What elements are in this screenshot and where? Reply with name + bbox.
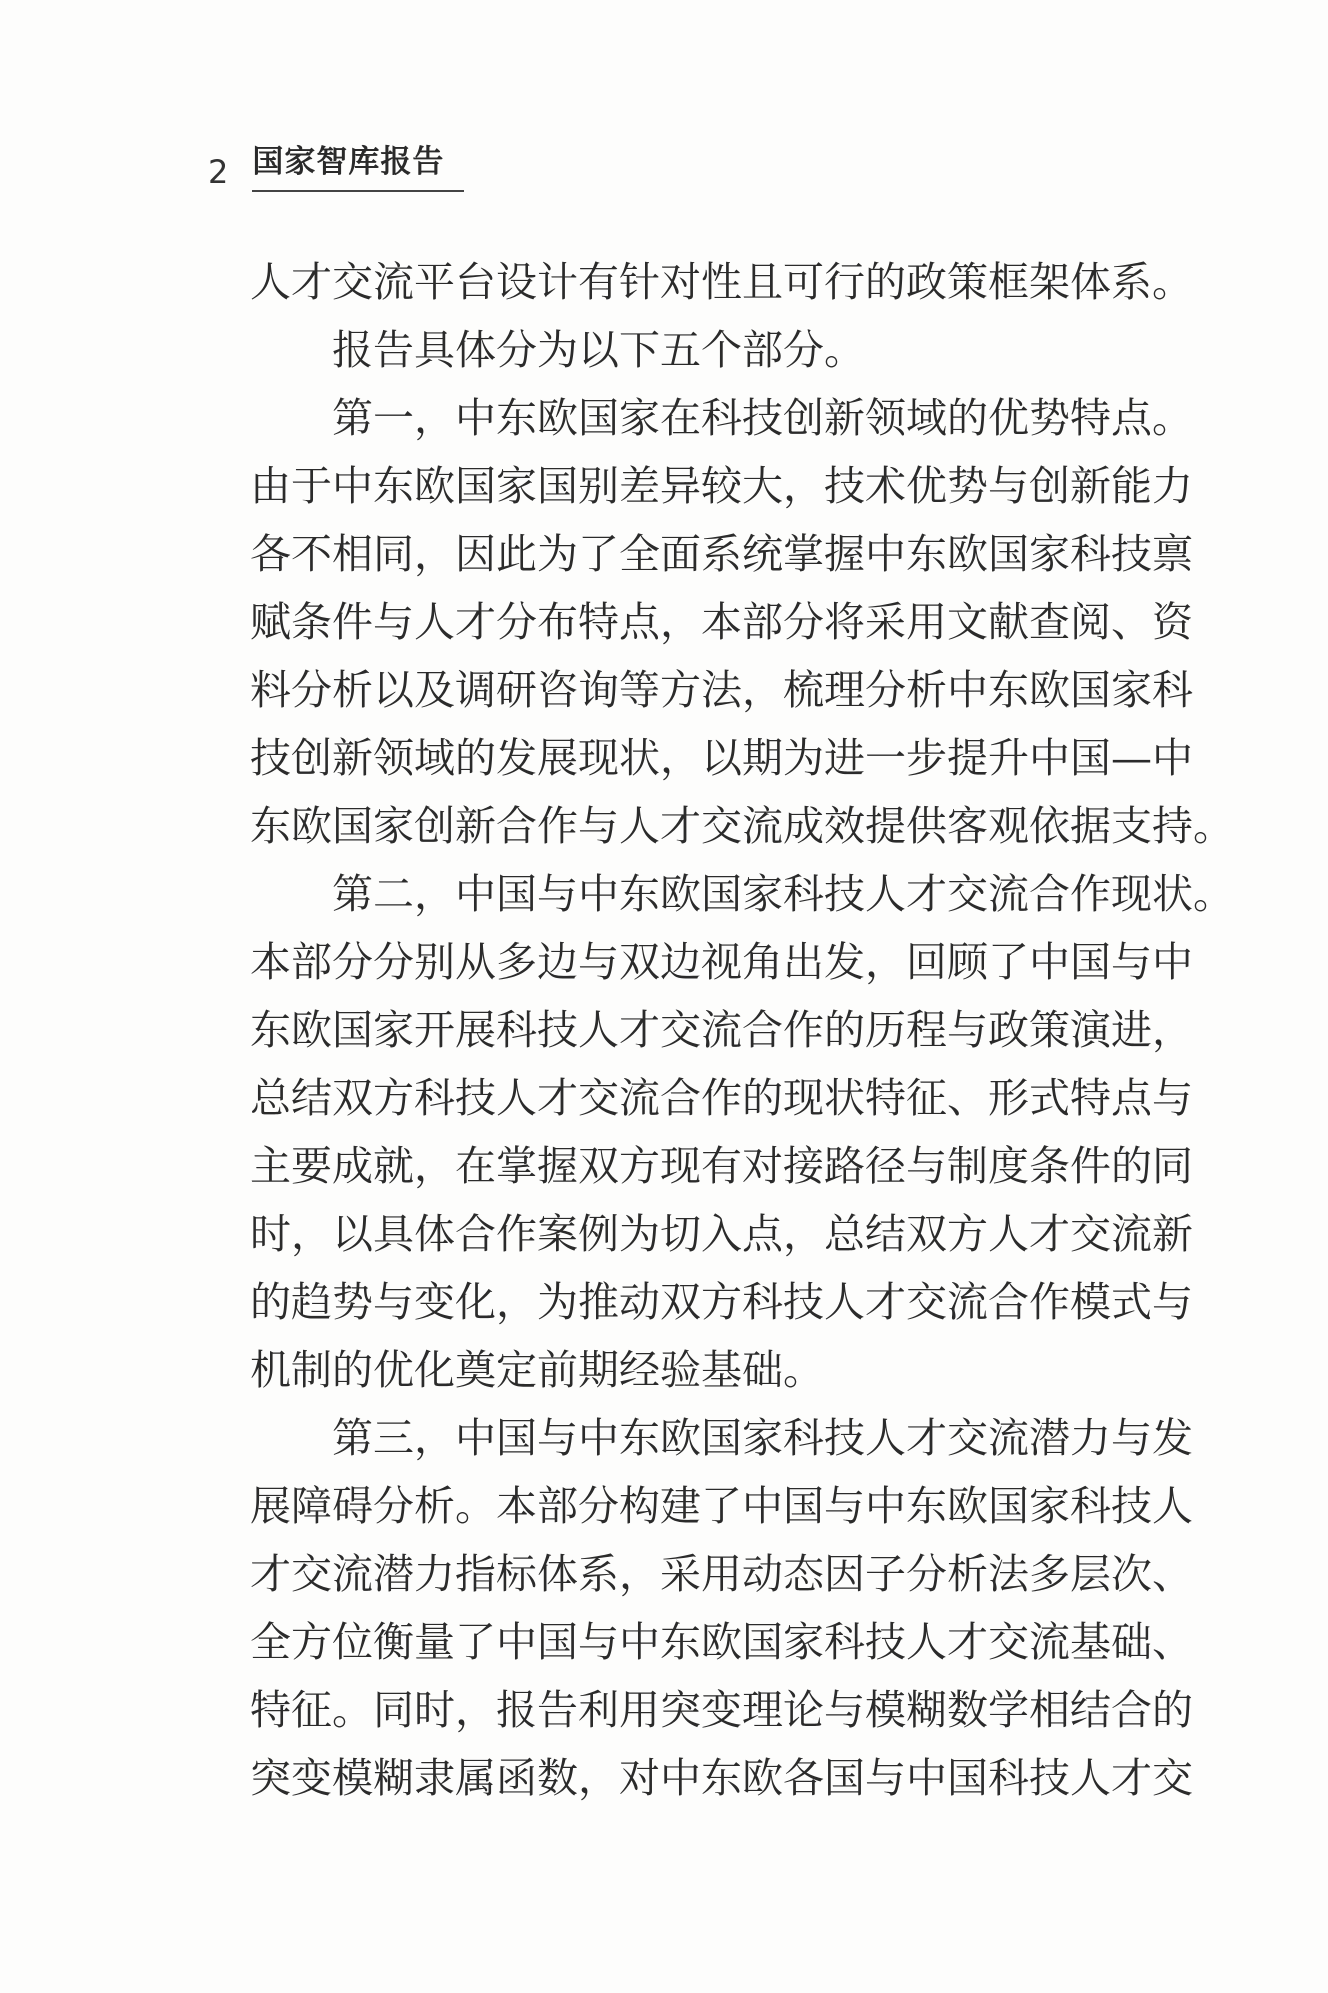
text-line: 东欧国家创新合作与人才交流成效提供客观依据支持。 — [250, 802, 1234, 850]
paragraph-first-line: 第三，中国与中东欧国家科技人才交流潜力与发 — [332, 1414, 1193, 1462]
text-line: 由于中东欧国家国别差异较大，技术优势与创新能力 — [250, 462, 1193, 510]
body-text — [250, 248, 1234, 1812]
text-line: 料分析以及调研咨询等方法，梳理分析中东欧国家科 — [250, 666, 1193, 714]
text-line: 各不相同，因此为了全面系统掌握中东欧国家科技禀 — [250, 530, 1193, 578]
text-line: 的趋势与变化，为推动双方科技人才交流合作模式与 — [250, 1278, 1193, 1326]
text-line: 展障碍分析。本部分构建了中国与中东欧国家科技人 — [250, 1482, 1193, 1530]
text-line: 东欧国家开展科技人才交流合作的历程与政策演进， — [250, 1006, 1193, 1054]
text-line: 总结双方科技人才交流合作的现状特征、形式特点与 — [250, 1074, 1193, 1122]
text-line: 赋条件与人才分布特点，本部分将采用文献查阅、资 — [250, 598, 1193, 646]
text-line: 才交流潜力指标体系，采用动态因子分析法多层次、 — [250, 1550, 1193, 1598]
page-number: 2 — [208, 153, 229, 191]
text-line: 时，以具体合作案例为切入点，总结双方人才交流新 — [250, 1210, 1193, 1258]
text-line: 主要成就，在掌握双方现有对接路径与制度条件的同 — [250, 1142, 1193, 1190]
text-line: 机制的优化奠定前期经验基础。 — [250, 1346, 824, 1394]
text-line: 技创新领域的发展现状，以期为进一步提升中国—中 — [250, 734, 1193, 782]
text-line: 突变模糊隶属函数，对中东欧各国与中国科技人才交 — [250, 1754, 1193, 1802]
paragraph-first-line: 第一，中东欧国家在科技创新领域的优势特点。 — [332, 394, 1193, 442]
text-line: 本部分分别从多边与双边视角出发，回顾了中国与中 — [250, 938, 1193, 986]
paragraph-first-line: 报告具体分为以下五个部分。 — [332, 326, 865, 374]
text-line: 人才交流平台设计有针对性且可行的政策框架体系。 — [250, 258, 1193, 306]
text-line: 全方位衡量了中国与中东欧国家科技人才交流基础、 — [250, 1618, 1193, 1666]
text-line: 特征。同时，报告利用突变理论与模糊数学相结合的 — [250, 1686, 1193, 1734]
paragraph-first-line: 第二，中国与中东欧国家科技人才交流合作现状。 — [332, 870, 1234, 918]
page-header — [208, 142, 464, 192]
running-title: 国家智库报告 — [252, 142, 464, 192]
